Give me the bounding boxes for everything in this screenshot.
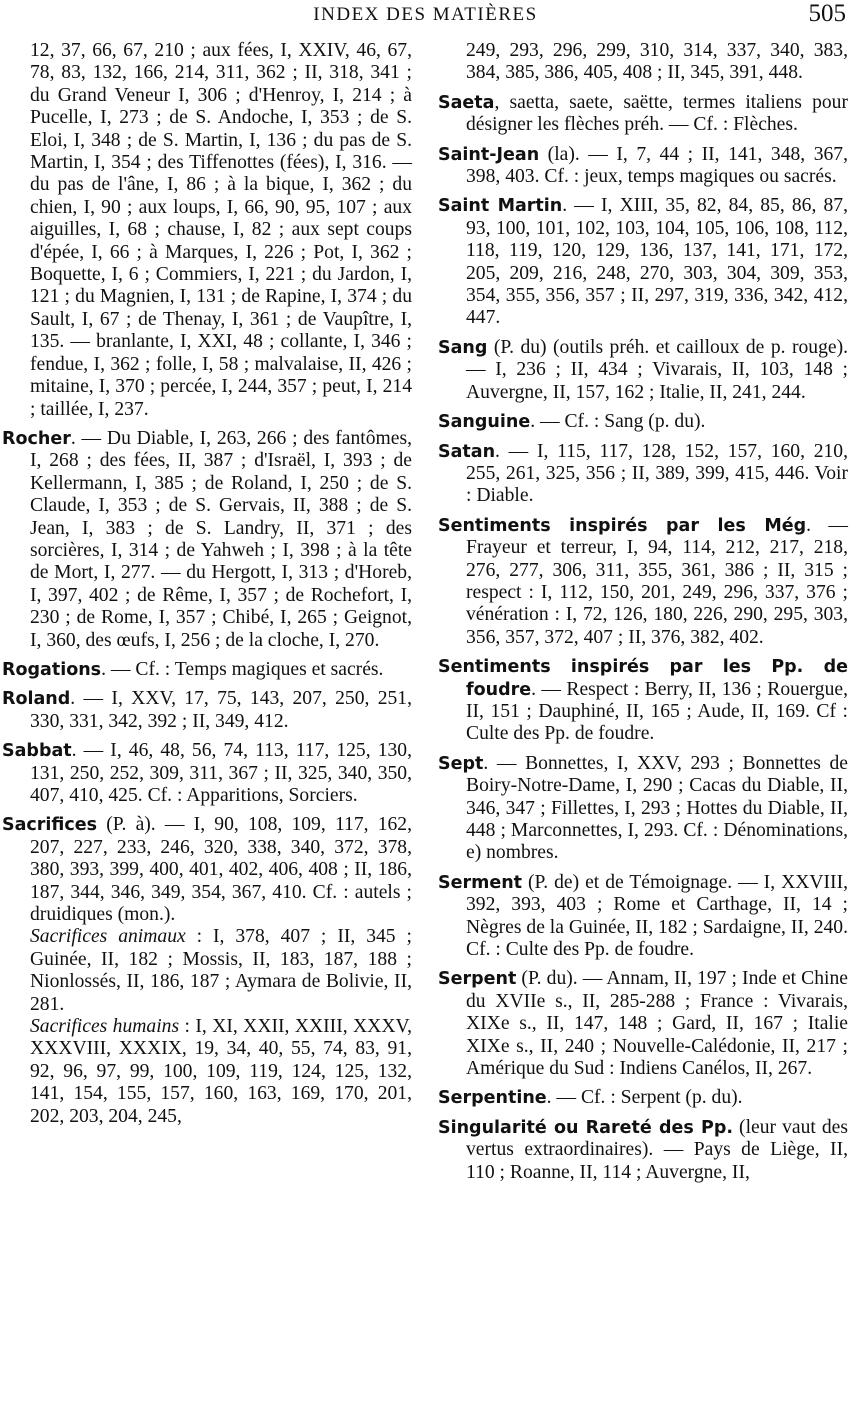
entry-heading: Serpentine	[438, 1088, 547, 1109]
entry-text: . — Bonnettes, I, XXV, 293 ; Bonnettes de Boiry-Notre-Dame, I, 290 ; Cacas du Diable, II, 346, 347 ; Fillettes, I, 293 ; Hottes du Diable, II, 448 ; Marconnettes, I, 293. Cf. : Dénominations, e) nombres.	[466, 752, 848, 864]
entry-heading: Rogations	[2, 659, 102, 680]
entry-text: . — Frayeur et terreur, I, 94, 114, 212, 217, 218, 276, 277, 306, 311, 355, 361, 386 ; II, 315 ; respect : I, 112, 150, 201, 249, 296, 337, 376 ; vénération : I, 72, 126, 180, 226, 290, 295, 303, 356, 357, 372, 407 ; II, 376, 382, 402.	[466, 514, 849, 648]
entry-heading: Sacrifices	[2, 815, 98, 836]
entry-heading: Satan	[438, 441, 496, 462]
index-entry-sentiments-meg	[438, 515, 848, 649]
entry-heading: Serpent	[438, 969, 517, 990]
index-entry-rogations	[2, 659, 412, 681]
index-entry-rocher	[2, 428, 412, 652]
entry-text: (P. de) et de Témoignage. — I, XXVIII, 392, 393, 403 ; Rome et Carthage, II, 14 ; Nègres de la Guinée, II, 182 ; Sardaigne, II, 240. Cf. : Culte des Pp. de foudre.	[466, 871, 848, 961]
index-entry-sentiments-pp	[438, 656, 848, 746]
entry-heading: Singularité ou Rareté des Pp.	[438, 1117, 733, 1138]
entry-text: 12, 37, 66, 67, 210 ; aux fées, I, XXIV, 46, 67, 78, 83, 132, 166, 214, 311, 362 ; II, 318, 341 ; du Grand Veneur I, 306 ; d'Henroy, I, 214 ; à Pucelle, I, 273 ; de S. Andoche, I, 353 ; de S. Eloi, I, 348 ; de S. Martin, I, 136 ; du pas de S. Martin, I, 354 ; des Tiffenottes (fées), I, 316. — du pas de l'âne, I, 86 ; à la bique, I, 362 ; du chien, I, 90 ; aux loups, I, 66, 90, 95, 107 ; aux aiguilles, I, 68 ; chause, I, 82 ; aux sept coups d'épée, I, 66 ; à Marques, I, 226 ; Pot, I, 362 ; Boquette, I, 6 ; Commiers, I, 221 ; du Jardon, I, 121 ; du Magnien, I, 131 ; de Rapine, I, 374 ; du Sault, I, 67 ; de Thenay, I, 361 ; de Vaupître, I, 135. — branlante, I, XXI, 48 ; collante, I, 346 ; fendue, I, 362 ; folle, I, 58 ; malvalaise, II, 426 ; mitaine, I, 370 ; percée, I, 244, 357 ; peut, I, 214 ; taillée, I, 237.	[30, 40, 412, 420]
index-entry-sang	[438, 337, 848, 404]
entry-text: . — Cf. : Serpent (p. du).	[546, 1087, 743, 1109]
index-entry-sept	[438, 753, 848, 865]
index-entry-saint-martin	[438, 195, 848, 329]
index-entry-saeta	[438, 92, 848, 137]
entry-heading: Sabbat	[2, 741, 72, 762]
entry-text: . — I, XIII, 35, 82, 84, 85, 86, 87, 93, 100, 101, 102, 103, 104, 105, 106, 108, 112, 118, 119, 120, 129, 136, 137, 141, 171, 172, 205, 209, 216, 248, 270, 303, 304, 309, 353, 354, 355, 356, 357 ; II, 297, 319, 336, 342, 412, 447.	[466, 195, 848, 329]
entry-text: . — Cf. : Sang (p. du).	[530, 411, 706, 433]
sub-entry-humains	[30, 1016, 412, 1128]
sub-entry-lead: Sacrifices animaux	[30, 926, 186, 948]
entry-text: . — Respect : Berry, II, 136 ; Rouergue, II, 151 ; Dauphiné, II, 165 ; Aude, II, 169. Cf : Culte des Pp. de foudre.	[466, 678, 848, 745]
entry-text: (la). — I, 7, 44 ; II, 141, 348, 367, 398, 403. Cf. : jeux, temps magiques ou sacrés.	[466, 143, 848, 188]
entry-heading: Saint-Jean	[438, 144, 540, 165]
entry-heading: Sept	[438, 753, 484, 774]
entry-heading: Saeta	[438, 92, 495, 113]
index-entry-sacrifices	[2, 814, 412, 1128]
entry-heading: Rocher	[2, 428, 71, 449]
left-column	[2, 40, 412, 1135]
entry-text: (leur vaut des vertus extraordinaires). — Pays de Liège, II, 110 ; Roanne, II, 114 ; Auvergne, II,	[466, 1116, 848, 1183]
sub-entry-text: : I, XI, XXII, XXIII, XXXV, XXXVIII, XXXIX, 19, 34, 40, 55, 74, 83, 91, 92, 96, 97, 99, 100, 109, 119, 124, 125, 132, 141, 154, 155, 157, 160, 163, 169, 170, 201, 202, 203, 204, 245,	[30, 1016, 412, 1127]
entry-text: 249, 293, 296, 299, 310, 314, 337, 340, 383, 384, 385, 386, 405, 408 ; II, 345, 391, 448.	[466, 40, 848, 84]
index-entry-sanguine	[438, 411, 848, 433]
index-entry-saint-jean	[438, 144, 848, 189]
entry-text: (P. du) (outils préh. et cailloux de p. rouge). — I, 236 ; II, 434 ; Vivarais, II, 103, 148 ; Auvergne, II, 157, 162 ; Italie, II, 241, 244.	[466, 336, 848, 403]
index-entry-satan	[438, 441, 848, 508]
entry-text: (P. à). — I, 90, 108, 109, 117, 162, 207, 227, 233, 246, 320, 338, 340, 372, 378, 380, 393, 399, 400, 401, 402, 406, 408 ; II, 186, 187, 344, 346, 349, 354, 367, 410. Cf. : autels ; druidiques (mon.).	[30, 814, 412, 926]
index-entry-roland	[2, 688, 412, 733]
index-entry-continuation	[438, 40, 848, 85]
page-header	[0, 0, 851, 34]
entry-text: . — I, 46, 48, 56, 74, 113, 117, 125, 130, 131, 250, 252, 309, 311, 367 ; II, 325, 340, 350, 407, 410, 425. Cf. : Apparitions, Sorciers.	[30, 740, 412, 806]
entry-text: . — I, 115, 117, 128, 152, 157, 160, 210, 255, 261, 325, 356 ; II, 389, 399, 415, 446. Voir : Diable.	[466, 440, 848, 507]
entry-heading: Serment	[438, 872, 523, 893]
entry-heading: Sanguine	[438, 412, 531, 433]
entry-text: , saetta, saete, saëtte, termes italiens pour désigner les flèches préh. — Cf. : Flèches.	[466, 91, 848, 136]
index-entry-continuation	[2, 40, 412, 421]
index-entry-serpent	[438, 968, 848, 1080]
entry-text: . — I, XXV, 17, 75, 143, 207, 250, 251, 330, 331, 342, 392 ; II, 349, 412.	[30, 688, 412, 732]
entry-text: (P. du). — Annam, II, 197 ; Inde et Chine du XVIIe s., II, 285-288 ; France : Vivarais, XIXe s., II, 147, 148 ; Gard, II, 167 ; Italie XIXe s., II, 240 ; Nouvelle-Calédonie, II, 217 ; Amérique du Sud : Indiens Canélos, II, 267.	[466, 968, 848, 1080]
page-number: 505	[808, 0, 846, 27]
entry-text: . — Cf. : Temps magiques et sacrés.	[101, 658, 384, 680]
right-column	[438, 40, 848, 1191]
index-entry-serment	[438, 872, 848, 962]
sub-entry-lead: Sacrifices humains	[30, 1016, 180, 1038]
index-entry-sabbat	[2, 740, 412, 807]
entry-text: . — Du Diable, I, 263, 266 ; des fantômes, I, 268 ; des fées, II, 387 ; d'Israël, I, 393 ; de Kellermann, I, 385 ; de Roland, I, 250 ; de S. Claude, I, 353 ; de S. Gervais, II, 388 ; de S. Jean, I, 383 ; de S. Landry, II, 371 ; des sorcières, I, 314 ; de Yahweh ; I, 398 ; à la tête de Mort, I, 277. — du Hergott, I, 313 ; d'Horeb, I, 397, 402 ; de Rême, I, 357 ; de Rochefort, I, 230 ; de Rome, I, 357 ; Chibé, I, 265 ; Geignot, I, 360, des œufs, I, 256 ; de la cloche, I, 270.	[30, 427, 412, 651]
running-title: INDEX DES MATIÈRES	[313, 4, 538, 25]
sub-entry-animaux	[30, 926, 412, 1016]
index-entry-singularite	[438, 1117, 848, 1184]
entry-heading: Sentiments inspirés par les Pp. de foudre	[438, 657, 848, 700]
index-entry-serpentine	[438, 1087, 848, 1109]
entry-heading: Saint Martin	[438, 196, 563, 217]
entry-heading: Roland	[2, 689, 71, 710]
sub-entry-text: : I, 378, 407 ; II, 345 ; Guinée, II, 182 ; Mossis, II, 183, 187, 188 ; Nionlossés, II, 186, 187 ; Aymara de Bolivie, II, 281.	[30, 926, 412, 1015]
entry-heading: Sang	[438, 337, 488, 358]
entry-heading: Sentiments inspirés par les Még	[438, 515, 807, 536]
